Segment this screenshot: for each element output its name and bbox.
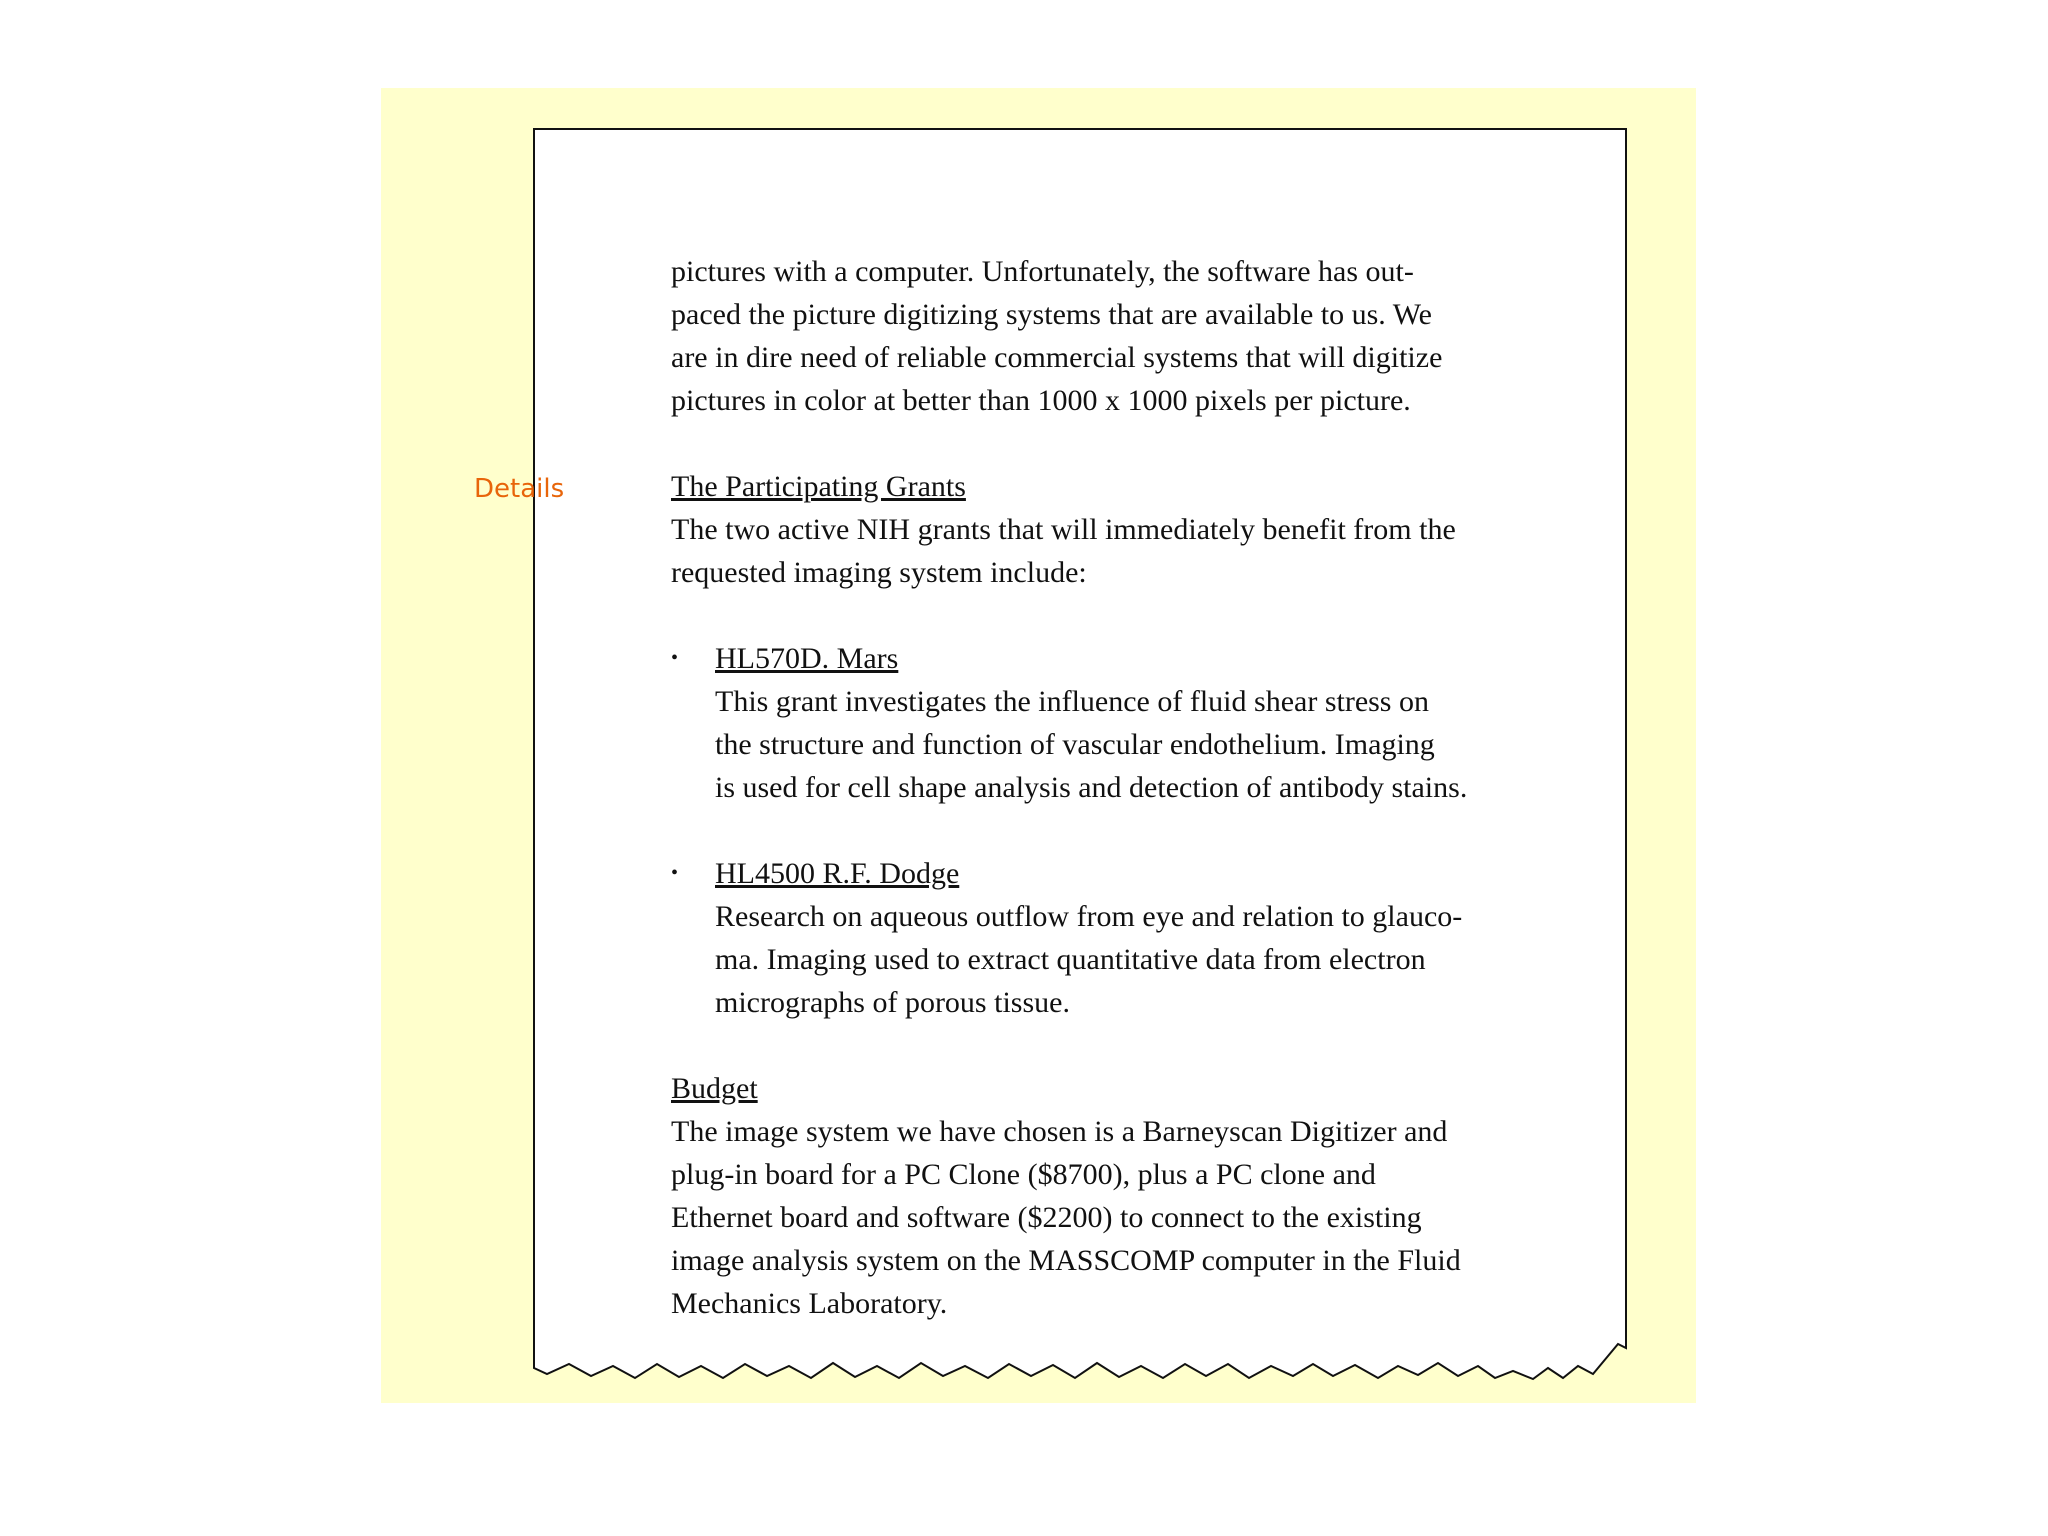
- grant-line: is used for cell shape analysis and detection of antibody stains.: [715, 771, 1468, 804]
- grant-title: HL570D. Mars: [715, 642, 899, 675]
- intro-line: pictures with a computer. Unfortunately, the software has out-: [671, 255, 1414, 288]
- intro-line: are in dire need of reliable commercial systems that will digitize: [671, 341, 1443, 374]
- bullet-icon: •: [671, 862, 679, 884]
- grant-line: micrographs of porous tissue.: [715, 986, 1070, 1019]
- grant-line: Research on aqueous outflow from eye and relation to glauco-: [715, 900, 1463, 933]
- grant-title: HL4500 R.F. Dodge: [715, 857, 960, 890]
- grant-line: the structure and function of vascular endothelium. Imaging: [715, 728, 1435, 761]
- document-body: [671, 250, 1531, 1325]
- budget-line: image analysis system on the MASSCOMP computer in the Fluid: [671, 1244, 1461, 1277]
- budget-heading: Budget: [671, 1072, 758, 1105]
- grant-line: ma. Imaging used to extract quantitative data from electron: [715, 943, 1426, 976]
- grants-line: The two active NIH grants that will immediately benefit from the: [671, 513, 1456, 546]
- intro-line: pictures in color at better than 1000 x 1000 pixels per picture.: [671, 384, 1411, 417]
- budget-line: plug-in board for a PC Clone ($8700), plus a PC clone and: [671, 1158, 1376, 1191]
- details-label: Details: [474, 474, 565, 504]
- intro-line: paced the picture digitizing systems that are available to us. We: [671, 298, 1432, 331]
- grant-line: This grant investigates the influence of fluid shear stress on: [715, 685, 1429, 718]
- budget-line: Mechanics Laboratory.: [671, 1287, 948, 1320]
- budget-line: Ethernet board and software ($2200) to connect to the existing: [671, 1201, 1422, 1234]
- grants-heading: The Participating Grants: [671, 470, 966, 503]
- intro-paragraph: [671, 250, 1531, 422]
- grants-line: requested imaging system include:: [671, 556, 1087, 589]
- budget-section: [671, 1067, 1531, 1325]
- grant-item-mars: [671, 637, 1531, 809]
- grant-item-dodge: [671, 852, 1531, 1024]
- bullet-icon: •: [671, 647, 679, 669]
- grants-section: [671, 465, 1531, 1024]
- budget-line: The image system we have chosen is a Barneyscan Digitizer and: [671, 1115, 1448, 1148]
